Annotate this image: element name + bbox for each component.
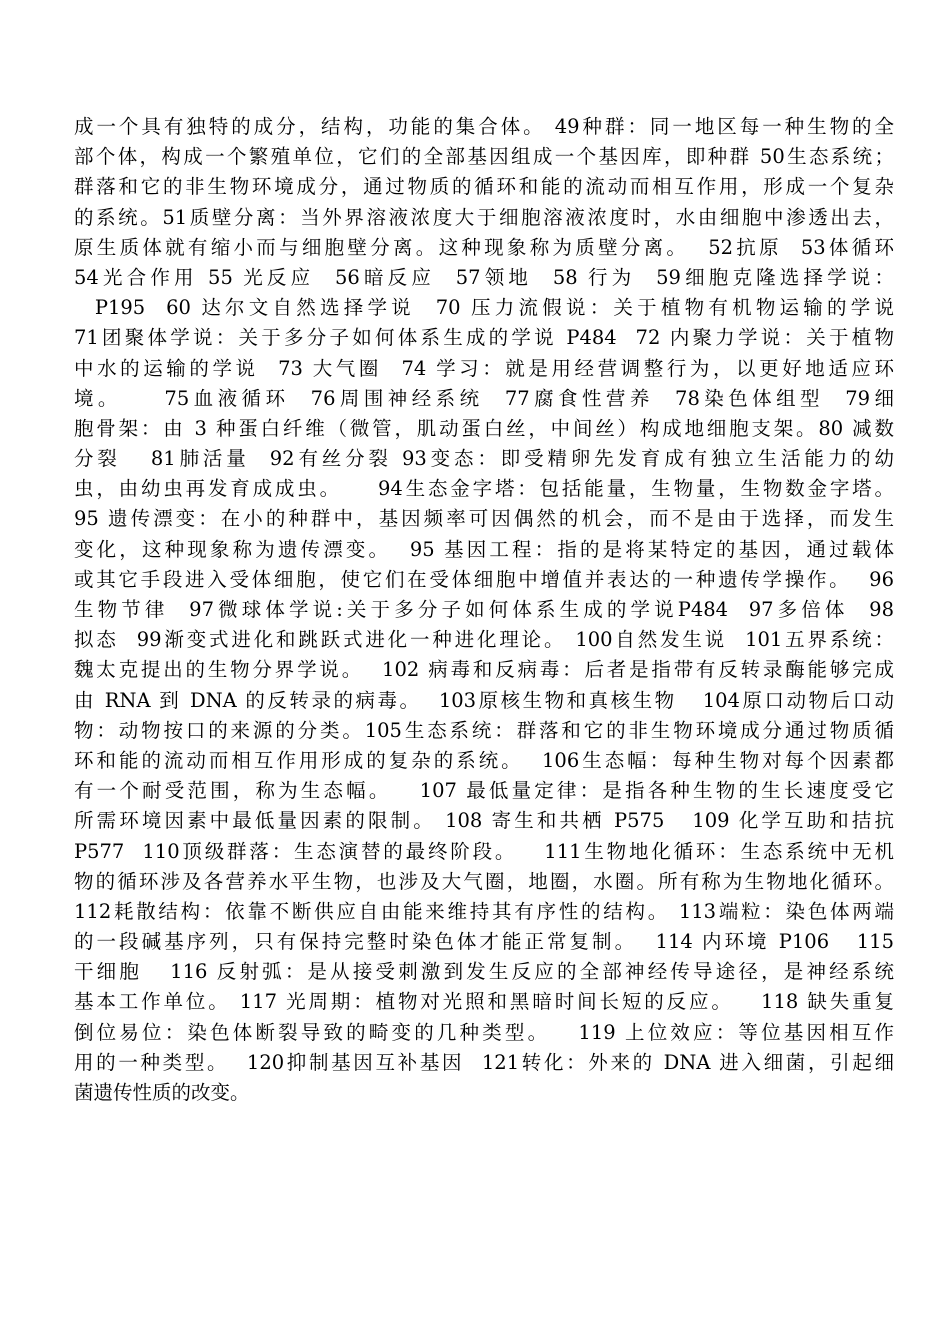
text-line: 倒位易位：染色体断裂导致的畸变的几种类型。 119 上位效应：等位基因相互作 [74,1020,894,1044]
text-line: 物的循环涉及各营养水平生物，也涉及大气圈，地圈，水圈。所有称为生物地化循环。 [74,869,894,893]
text-line: 的系统。51质壁分离：当外界溶液浓度大于细胞溶液浓度时，水由细胞中渗透出去， [74,205,894,229]
text-line: 所需环境因素中最低量因素的限制。 108 寄生和共栖 P575 109 化学互助和拮抗 [74,809,894,833]
text-line: 用的一种类型。 120抑制基因互补基因 121转化：外来的 DNA 进入细菌，引起细 [74,1050,894,1074]
text-line: 112耗散结构：依靠不断供应自由能来维持其有序性的结构。 113端粒：染色体两端 [74,899,894,923]
text-line: 环和能的流动而相互作用形成的复杂的系统。 106生态幅：每种生物对每个因素都 [74,748,894,772]
text-line: 中水的运输的学说 73 大气圈 74 学习：就是用经营调整行为，以更好地适应环 [74,356,894,380]
text-line: 拟态 99渐变式进化和跳跃式进化一种进化理论。 100自然发生说 101五界系统： [74,628,894,652]
text-line: 生物节律 97微球体学说:关于多分子如何体系生成的学说P484 97多倍体 98 [74,598,894,621]
text-line: 物：动物按口的来源的分类。105生态系统：群落和它的非生物环境成分通过物质循 [74,718,894,742]
text-line: 境。 75血液循环 76周围神经系统 77腐食性营养 78染色体组型 79细 [74,386,894,410]
text-line: 群落和它的非生物环境成分，通过物质的循环和能的流动而相互作用，形成一个复杂 [74,175,894,199]
text-line: 虫，由幼虫再发育成成虫。 94生态金字塔：包括能量，生物量，生物数金字塔。 [74,477,894,501]
text-line: 菌遗传性质的改变。 [74,1081,250,1104]
text-line: 胞骨架：由 3 种蛋白纤维（微管，肌动蛋白丝，中间丝）构成地细胞支架。80 减数 [74,416,894,440]
text-line: P577 110顶级群落：生态演替的最终阶段。 111生物地化循环：生态系统中无机 [74,839,894,863]
body-text [74,112,894,1108]
text-line: 或其它手段进入受体细胞，使它们在受体细胞中增值并表达的一种遗传学操作。 96 [74,567,894,591]
text-line: 71团聚体学说：关于多分子如何体系生成的学说 P484 72 内聚力学说：关于植物 [74,326,894,350]
text-line: 干细胞 116 反射弧：是从接受刺激到发生反应的全部神经传导途径，是神经系统 [74,960,894,984]
text-line: 基本工作单位。 117 光周期：植物对光照和黑暗时间长短的反应。 118 缺失重复 [74,990,894,1014]
text-line: 的一段碱基序列，只有保持完整时染色体才能正常复制。 114 内环境 P106 115 [74,930,894,954]
text-line: 部个体，构成一个繁殖单位，它们的全部基因组成一个基因库，即种群 50生态系统； [74,145,894,169]
text-line: 95 遗传漂变：在小的种群中，基因频率可因偶然的机会，而不是由于选择，而发生 [74,507,894,531]
text-line: 分裂 81肺活量 92有丝分裂 93变态：即受精卵先发育成有独立生活能力的幼 [74,447,894,471]
text-line: 由 RNA 到 DNA 的反转录的病毒。 103原核生物和真核生物 104原口动物后口动 [74,688,894,712]
text-line: 成一个具有独特的成分，结构，功能的集合体。 49种群：同一地区每一种生物的全 [74,115,894,138]
text-line: 变化，这种现象称为遗传漂变。 95 基因工程：指的是将某特定的基因，通过载体 [74,537,894,561]
text-line: 有一个耐受范围，称为生态幅。 107 最低量定律：是指各种生物的生长速度受它 [74,779,894,803]
text-line: P195 60 达尔文自然选择学说 70 压力流假说：关于植物有机物运输的学说 [74,296,894,320]
text-line: 54光合作用 55 光反应 56暗反应 57领地 58 行为 59细胞克隆选择学说： [74,265,894,289]
text-line: 原生质体就有缩小而与细胞壁分离。这种现象称为质壁分离。 52抗原 53体循环 [74,235,894,259]
text-line: 魏太克提出的生物分界学说。 102 病毒和反病毒：后者是指带有反转录酶能够完成 [74,658,894,682]
